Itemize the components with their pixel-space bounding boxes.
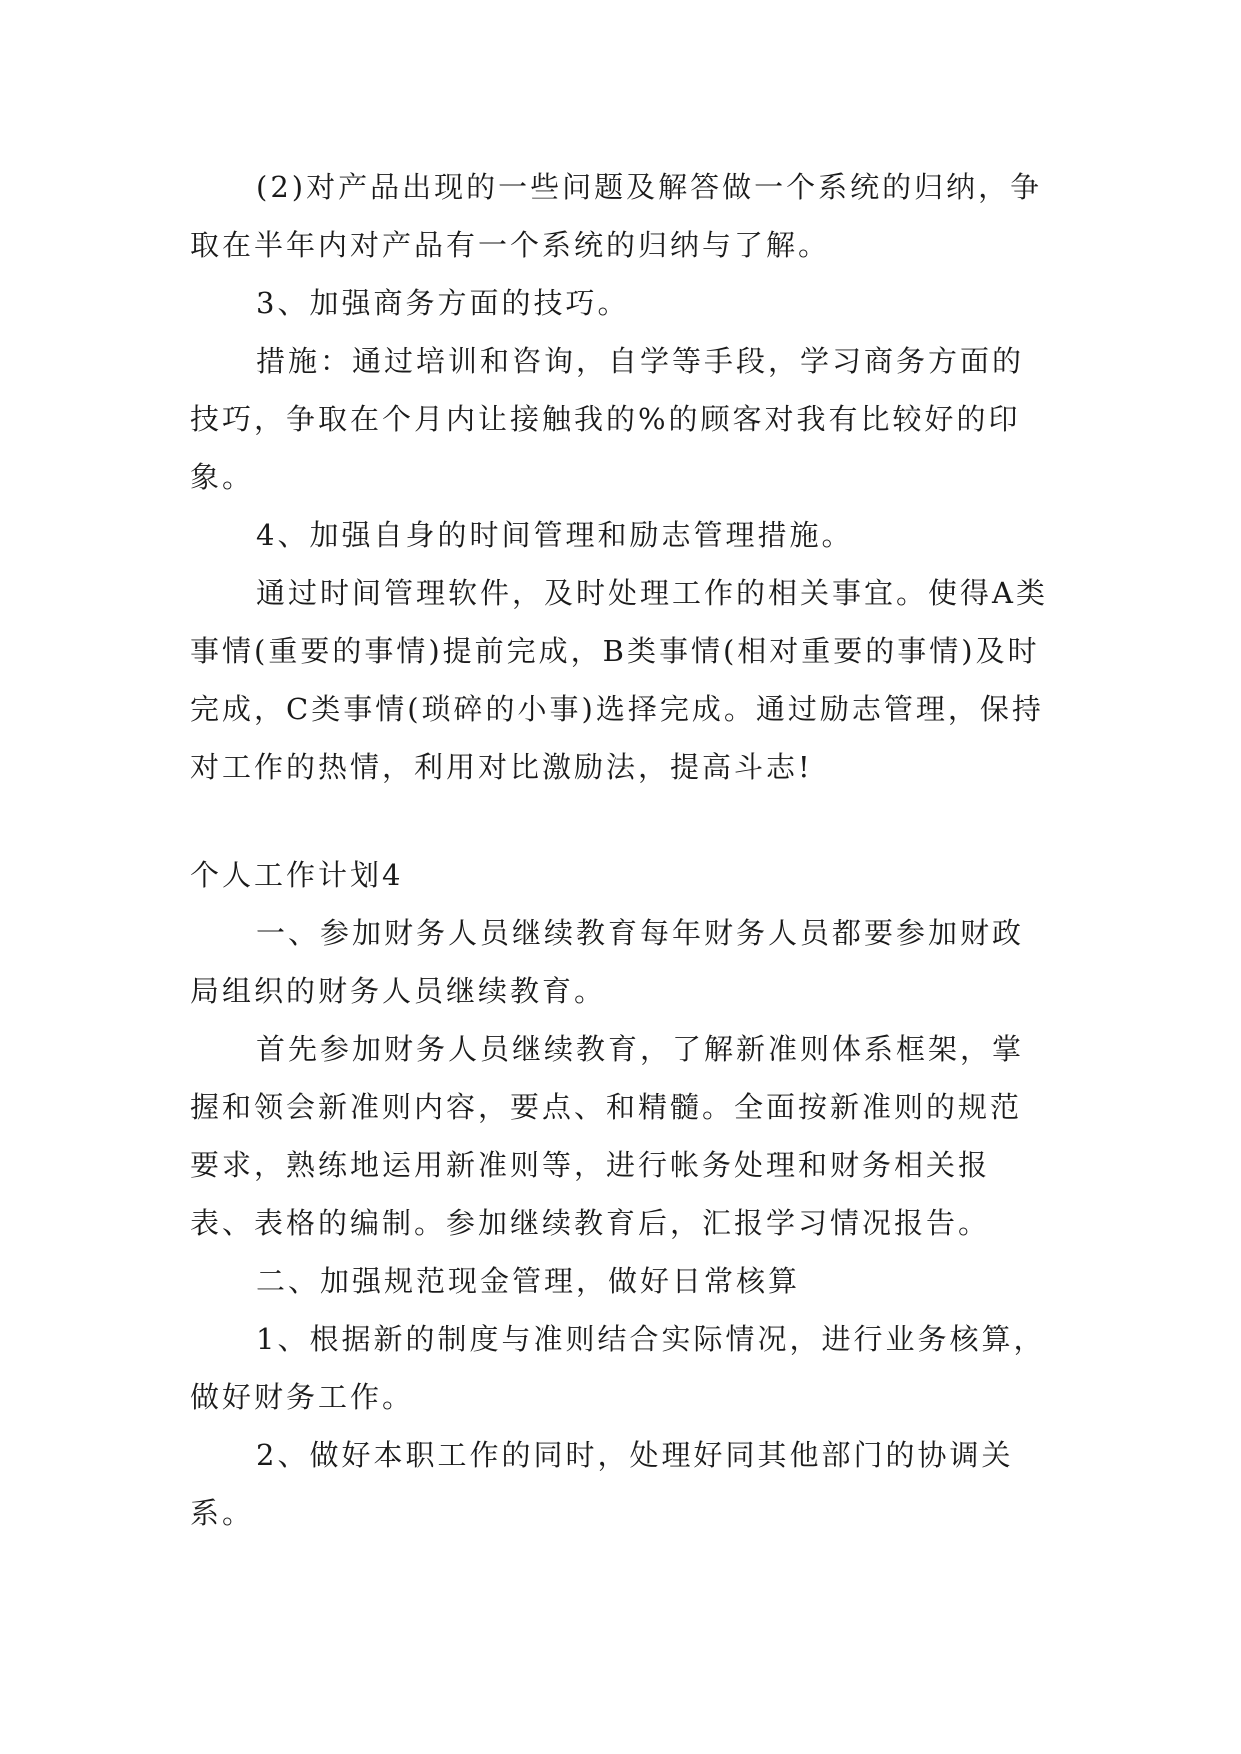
- paragraph-business-skills-heading: 3、加强商务方面的技巧。: [256, 286, 630, 320]
- paragraph-time-management-detail: 通过时间管理软件，及时处理工作的相关事宜。使得A类事情(重要的事情)提前完成，B类事情(相对重要的事情)及时完成，C类事情(琐碎的小事)选择完成。通过励志管理，保持对工作的热情，利用对比激励法，提高斗志!: [190, 576, 1048, 784]
- section-title-plan-4: 个人工作计划4: [190, 858, 404, 892]
- paragraph-department-coordination: 2、做好本职工作的同时，处理好同其他部门的协调关系。: [190, 1438, 1014, 1530]
- paragraph-business-skills-measures: 措施：通过培训和咨询，自学等手段，学习商务方面的技巧，争取在个月内让接触我的%的顾客对我有比较好的印象。: [190, 344, 1025, 494]
- paragraph-business-accounting: 1、根据新的制度与准则结合实际情况，进行业务核算，做好财务工作。: [190, 1322, 1046, 1414]
- paragraph-cash-management-heading: 二、加强规范现金管理，做好日常核算: [256, 1264, 801, 1298]
- paragraph-product-summary: (2)对产品出现的一些问题及解答做一个系统的归纳，争取在半年内对产品有一个系统的归纳与了解。: [190, 170, 1043, 262]
- paragraph-time-management-heading: 4、加强自身的时间管理和励志管理措施。: [256, 518, 854, 552]
- paragraph-continuing-education-detail: 首先参加财务人员继续教育，了解新准则体系框架，掌握和领会新准则内容，要点、和精髓。全面按新准则的规范要求，熟练地运用新准则等，进行帐务处理和财务相关报表、表格的编制。参加继续教育后，汇报学习情况报告。: [190, 1032, 1025, 1240]
- paragraph-continuing-education-heading: 一、参加财务人员继续教育每年财务人员都要参加财政局组织的财务人员继续教育。: [190, 916, 1025, 1008]
